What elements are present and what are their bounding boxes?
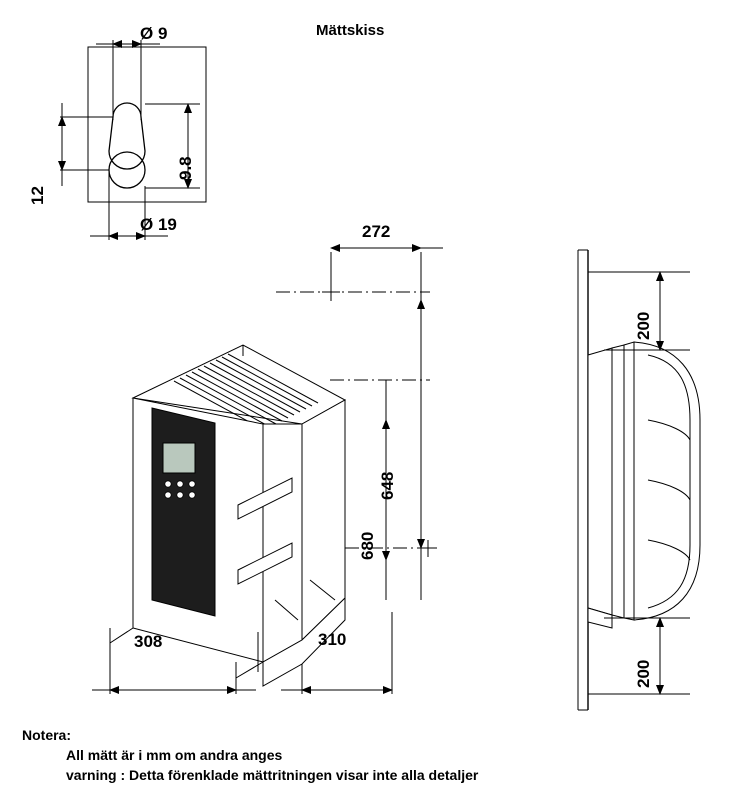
notes-heading: Notera: [22, 727, 72, 743]
dimension-clearance-bottom: 200 [634, 659, 653, 688]
dimension-width-front: 308 [134, 632, 163, 651]
notes-block [22, 725, 478, 785]
drive-isometric-view [133, 345, 345, 686]
note-line-1: All mätt är i mm om andra anges [66, 747, 283, 763]
dimension-hole-offset: 12 [28, 186, 47, 205]
page-title: Mättskiss [316, 22, 385, 39]
dimension-depth-side: 310 [318, 630, 347, 649]
dimension-hole-bottom-diameter: Ø 19 [140, 215, 177, 234]
dimension-hole-vertical: 9.8 [176, 156, 195, 180]
dimension-height-mount: 648 [378, 471, 397, 500]
dimension-depth-top: 272 [362, 222, 391, 241]
mounting-hole-detail-view [60, 40, 206, 240]
dimension-height-total: 680 [358, 531, 377, 560]
note-line-2: varning : Detta förenklade mättritningen visar inte alla detaljer [66, 767, 479, 783]
dimension-clearance-top: 200 [634, 311, 653, 340]
dimension-hole-top-diameter: Ø 9 [140, 24, 168, 43]
